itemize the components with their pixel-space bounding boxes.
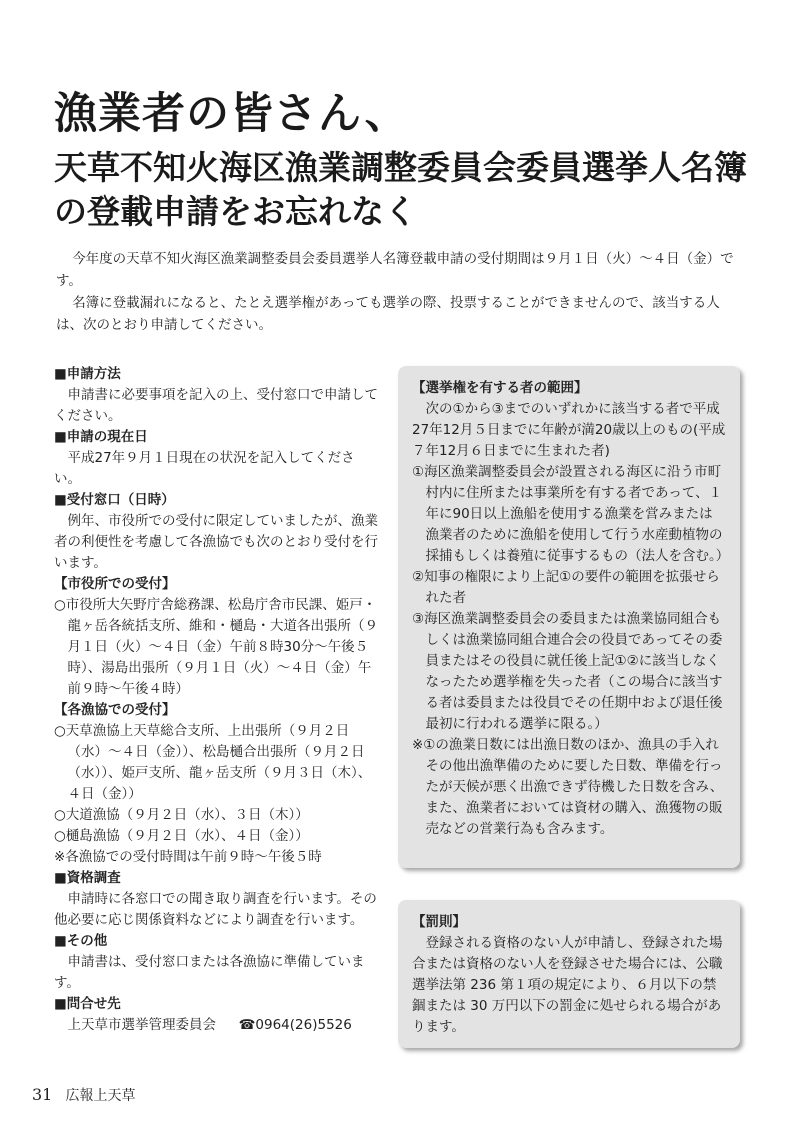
eligibility-heading: 【選挙権を有する者の範囲】 [412, 380, 588, 396]
eligibility-item-1: ①海区漁業調整委員会が設置される海区に沿う市町村内に住所または事業所を有する者であって、１年に90日以上漁船を使用する漁業を営みまたは漁業者のために漁船を使用して行う水産動植物の採捕もしくは養殖に従事するもの（法人を含む。） [412, 464, 730, 564]
coop-item-1: ○天草漁協上天草総合支所、上出張所（９月２日（水）～４日（金））、松島樋合出張所（９月２日（水））、姫戸支所、龍ヶ岳支所（９月３日（木）、４日（金）） [54, 723, 372, 802]
page-subtitle: 天草不知火海区漁業調整委員会委員選挙人名簿の登載申請をお忘れなく [54, 148, 747, 231]
penalty-body: 登録される資格のない人が申請し、登録された場合または資格のない人を登録させた場合には、公職選挙法第 236 第１項の規定により、６月以下の禁錮または 30 万円以下の罰金に処せられる場合があります。 [412, 935, 723, 1035]
page-footer [32, 1085, 135, 1105]
contact-line [54, 1015, 379, 1036]
other-heading: ■その他 [54, 933, 108, 949]
eligibility-box [398, 366, 740, 868]
survey-body: 申請時に各窓口での聞き取り調査を行います。その他必要に応じ関係資料などにより調査を行います。 [54, 891, 377, 928]
city-heading: 【市役所での受付】 [54, 576, 176, 592]
coop-item-2: ○大道漁協（９月２日（水）、３日（木）） [54, 807, 309, 823]
eligibility-note: ※①の漁業日数には出漁日数のほか、漁具の手入れその他出漁準備のために要した日数、準備を行ったが天候が悪く出漁できず待機した日数を含み、また、漁業者においては資材の購入、漁獲物の販売などの営業行為も含みます。 [412, 737, 724, 837]
coop-note: ※各漁協での受付時間は午前９時～午後５時 [54, 849, 322, 865]
window-heading: ■受付窓口（日時） [54, 492, 175, 508]
survey-heading: ■資格調査 [54, 870, 121, 886]
method-body: 申請書に必要事項を記入の上、受付窓口で申請してください。 [54, 387, 378, 424]
left-column [54, 364, 379, 1036]
date-heading: ■申請の現在日 [54, 429, 148, 445]
city-item: ○市役所大矢野庁舎総務課、松島庁舎市民課、姫戸・龍ヶ岳各統括支所、維和・樋島・大道各出張所（９月１日（火）～４日（金）午前８時30分～午後５時）、湯島出張所（９月１日（火）～４日（金）午前９時～午後４時） [54, 597, 378, 697]
coop-item-3: ○樋島漁協（９月２日（水）、４日（金）） [54, 828, 309, 844]
other-body: 申請書は、受付窓口または各漁協に準備しています。 [54, 954, 365, 991]
intro-text [56, 248, 746, 336]
contact-heading: ■問合せ先 [54, 996, 121, 1012]
contact-org: 上天草市選挙管理委員会 [67, 1017, 216, 1033]
intro-paragraph-1: 今年度の天草不知火海区漁業調整委員会委員選挙人名簿登載申請の受付期間は９月１日（火）～４日（金）です。 [56, 251, 734, 289]
page-title: 漁業者の皆さん、 [54, 89, 409, 139]
penalty-box [398, 900, 740, 1048]
coop-heading: 【各漁協での受付】 [54, 702, 176, 718]
penalty-heading: 【罰則】 [412, 914, 466, 930]
publication-name: 広報上天草 [65, 1088, 136, 1104]
eligibility-intro: 次の①から③までのいずれかに該当する者で平成27年12月５日までに年齢が満20歳以上のもの(平成７年12月６日までに生まれた者) [412, 401, 726, 459]
contact-phone: ☎0964(26)5526 [238, 1017, 352, 1033]
intro-paragraph-2: 名簿に登載漏れになると、たとえ選挙権があっても選挙の際、投票することができませんので、該当する人は、次のとおり申請してください。 [56, 295, 720, 333]
eligibility-item-3: ③海区漁業調整委員会の委員または漁業協同組合もしくは漁業協同組合連合会の役員であってその委員またはその役員に就任後上記①②に該当しなくなったため選挙権を失った者（この場合に該当する者は委員または役員でその任期中および退任後最初に行われる選挙に限る。） [412, 611, 723, 732]
page-number: 31 [32, 1085, 53, 1104]
eligibility-item-2: ②知事の権限により上記①の要件の範囲を拡張せられた者 [412, 569, 720, 606]
date-body: 平成27年９月１日現在の状況を記入してください。 [54, 450, 355, 487]
window-body: 例年、市役所での受付に限定していましたが、漁業者の利便性を考慮して各漁協でも次のとおり受付を行います。 [54, 513, 378, 571]
method-heading: ■申請方法 [54, 366, 121, 382]
